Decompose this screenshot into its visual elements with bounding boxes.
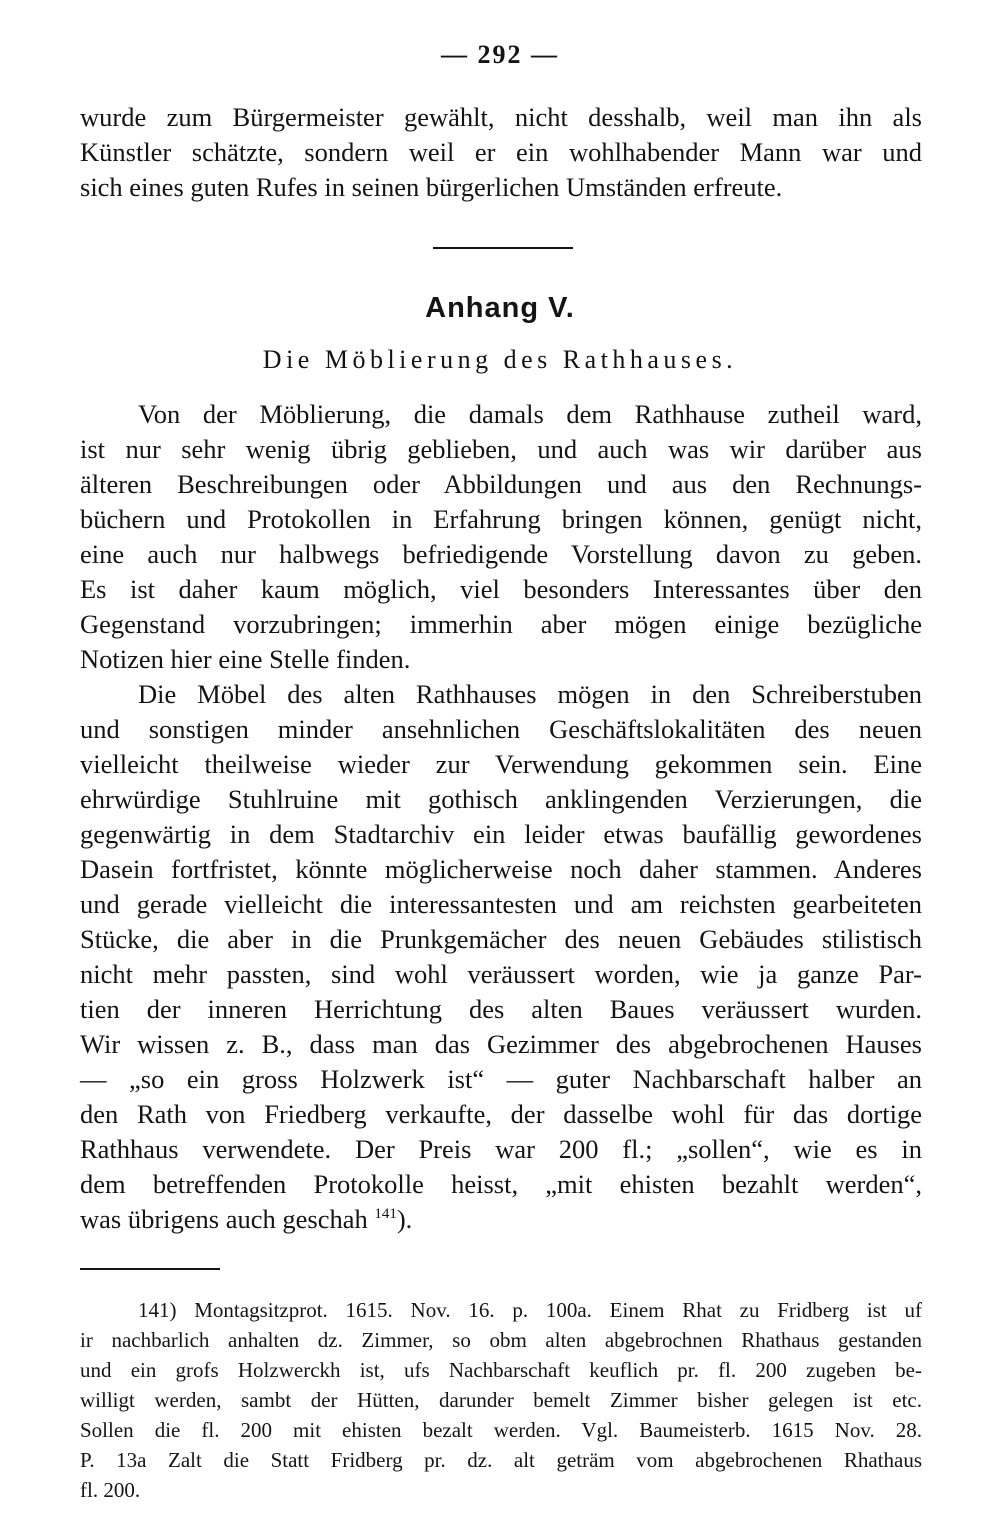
- text-line: dem betreffenden Protokolle heisst, „mit ehisten bezahlt werden“,: [80, 1169, 922, 1199]
- text-line: Von der Möblierung, die damals dem Rathhause zutheil ward,: [138, 399, 922, 429]
- text-line: vielleicht theilweise wieder zur Verwendung gekommen sein. Eine: [80, 749, 922, 779]
- text-line-tail: ).: [396, 1204, 413, 1234]
- footnote-line: willigt werden, sambt der Hütten, darunder bemelt Zimmer bisher gelegen ist etc.: [80, 1388, 922, 1412]
- text-line: und sonstigen minder ansehnlichen Geschäftslokalitäten des neuen: [80, 714, 922, 744]
- text-line: tien der inneren Herrichtung des alten Baues veräussert wurden.: [80, 994, 922, 1024]
- text-line: Künstler schätzte, sondern weil er ein wohlhabender Mann war und: [80, 137, 922, 167]
- text-line: Wir wissen z. B., dass man das Gezimmer des abgebrochenen Hauses: [80, 1029, 922, 1059]
- text-line: Es ist daher kaum möglich, viel besonders Interessantes über den: [80, 574, 922, 604]
- footnote-reference[interactable]: 141: [374, 1206, 397, 1223]
- text-line-body: was übrigens auch geschah: [80, 1204, 368, 1234]
- text-line: ehrwürdige Stuhlruine mit gothisch anklingenden Verzierungen, die: [80, 784, 922, 814]
- paragraph-1: [80, 397, 922, 677]
- footnote-line: P. 13a Zalt die Statt Fridberg pr. dz. alt geträm vom abgebrochenen Rhathaus: [80, 1448, 922, 1472]
- text-line: Rathhaus verwendete. Der Preis war 200 fl.; „sollen“, wie es in: [80, 1134, 922, 1164]
- text-line: Gegenstand vorzubringen; immerhin aber mögen einige bezügliche: [80, 609, 922, 639]
- footnote-line: 141) Montagsitzprot. 1615. Nov. 16. p. 100a. Einem Rhat zu Fridberg ist uf: [138, 1298, 922, 1322]
- continuation-paragraph: [80, 100, 922, 205]
- footnote-line: und ein grofs Holzwerckh ist, ufs Nachbarschaft keuflich pr. fl. 200 zugeben be-: [80, 1358, 922, 1382]
- text-line: älteren Beschreibungen oder Abbildungen und aus den Rechnungs-: [80, 469, 922, 499]
- text-line: Notizen hier eine Stelle finden.: [80, 644, 411, 674]
- footnote-divider: [80, 1268, 220, 1270]
- text-line: Dasein fortfristet, könnte möglicherweise noch daher stammen. Anderes: [80, 854, 922, 884]
- text-line: Die Möbel des alten Rathhauses mögen in den Schreiberstuben: [138, 679, 922, 709]
- page-number: — 292 —: [441, 40, 559, 69]
- text-line: eine auch nur halbwegs befriedigende Vorstellung davon zu geben.: [80, 539, 922, 569]
- footnote-line: Sollen die fl. 200 mit ehisten bezalt werden. Vgl. Baumeisterb. 1615 Nov. 28.: [80, 1418, 922, 1442]
- text-line: gegenwärtig in dem Stadtarchiv ein leider etwas baufällig gewordenes: [80, 819, 922, 849]
- text-line: ist nur sehr wenig übrig geblieben, und auch was wir darüber aus: [80, 434, 922, 464]
- text-line: nicht mehr passten, sind wohl veräussert worden, wie ja ganze Par-: [80, 959, 922, 989]
- appendix-subtitle: Die Möblierung des Rathhauses.: [262, 345, 738, 374]
- footnote-line: fl. 200.: [80, 1478, 141, 1502]
- paragraph-2: [80, 677, 922, 1237]
- appendix-title: Anhang V.: [425, 292, 575, 324]
- section-divider: [433, 247, 573, 249]
- text-line: — „so ein gross Holzwerk ist“ — guter Nachbarschaft halber an: [80, 1064, 922, 1094]
- text-line: und gerade vielleicht die interessantesten und am reichsten gearbeiteten: [80, 889, 922, 919]
- footnote-141: [80, 1295, 922, 1505]
- text-line: wurde zum Bürgermeister gewählt, nicht desshalb, weil man ihn als: [80, 102, 922, 132]
- text-line: Stücke, die aber in die Prunkgemächer des neuen Gebäudes stilistisch: [80, 924, 922, 954]
- text-line: [80, 1202, 922, 1237]
- text-line: den Rath von Friedberg verkaufte, der dasselbe wohl für das dortige: [80, 1099, 922, 1129]
- text-line: büchern und Protokollen in Erfahrung bringen können, genügt nicht,: [80, 504, 922, 534]
- text-line: sich eines guten Rufes in seinen bürgerlichen Umständen erfreute.: [80, 172, 783, 202]
- footnote-line: ir nachbarlich anhalten dz. Zimmer, so obm alten abgebrochnen Rhathaus gestanden: [80, 1328, 922, 1352]
